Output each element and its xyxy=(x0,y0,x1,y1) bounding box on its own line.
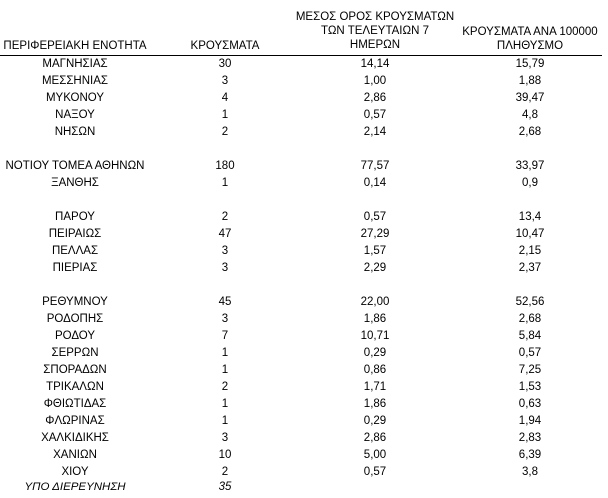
header-per100k xyxy=(445,25,608,53)
cell-per100k: 2,15 xyxy=(518,245,542,257)
cell-region: ΠΙΕΡΙΑΣ xyxy=(52,262,98,274)
cell-per100k: 15,79 xyxy=(515,58,545,70)
cell-cases: 3 xyxy=(221,75,229,87)
cell-region: ΠΕΙΡΑΙΩΣ xyxy=(48,228,102,240)
cell-region: ΡΟΔΟΥ xyxy=(54,330,96,342)
table-row xyxy=(0,294,608,311)
cell-per100k: 0,9 xyxy=(522,177,538,189)
header-per100k-line-1: ΚΡΟΥΣΜΑΤΑ ΑΝΑ 100000 xyxy=(462,26,598,38)
header-avg-line-2: ΤΩΝ ΤΕΛΕΥΤΑΙΩΝ 7 xyxy=(321,25,429,37)
cell-avg: 0,29 xyxy=(363,415,387,427)
cell-per100k: 6,39 xyxy=(518,449,542,461)
cell-per100k: 2,68 xyxy=(518,313,542,325)
cell-region: ΧΙΟΥ xyxy=(61,466,89,478)
cell-avg: 0,57 xyxy=(363,466,387,478)
cell-per100k: 0,63 xyxy=(518,398,542,410)
cell-per100k: 5,84 xyxy=(518,330,542,342)
cell-cases: 2 xyxy=(221,126,229,138)
cell-cases: 1 xyxy=(221,364,229,376)
cell-cases: 3 xyxy=(221,432,229,444)
cell-avg: 0,57 xyxy=(363,211,387,223)
cell-cases: 30 xyxy=(218,58,232,70)
cell-per100k: 3,8 xyxy=(522,466,538,478)
cell-cases: 2 xyxy=(221,211,229,223)
cell-per100k: 33,97 xyxy=(515,160,545,172)
table-row xyxy=(0,226,608,243)
cell-region: ΜΥΚΟΝΟΥ xyxy=(45,92,105,104)
cell-per100k: 2,68 xyxy=(518,126,542,138)
cell-cases: 1 xyxy=(221,398,229,410)
footer-cases: 35 xyxy=(218,481,232,493)
cell-avg: 2,86 xyxy=(363,432,387,444)
cell-avg: 2,86 xyxy=(363,92,387,104)
cell-region: ΧΑΛΚΙΔΙΚΗΣ xyxy=(41,432,109,444)
cell-avg: 1,86 xyxy=(363,313,387,325)
cell-avg: 2,29 xyxy=(363,262,387,274)
cell-per100k: 1,53 xyxy=(518,381,542,393)
cell-cases: 45 xyxy=(218,296,232,308)
cell-region: ΠΑΡΟΥ xyxy=(55,211,95,223)
table-row xyxy=(0,73,608,90)
table-row xyxy=(0,243,608,260)
table-row xyxy=(0,379,608,396)
header-region: ΠΕΡΙΦΕΡΕΙΑΚΗ ΕΝΟΤΗΤΑ xyxy=(3,40,147,52)
cell-per100k: 0,57 xyxy=(518,347,542,359)
cell-avg: 10,71 xyxy=(360,330,390,342)
cell-avg: 0,14 xyxy=(363,177,387,189)
cell-region: ΡΕΘΥΜΝΟΥ xyxy=(42,296,108,308)
cell-avg: 27,29 xyxy=(360,228,390,240)
table-row xyxy=(0,90,608,107)
table-row xyxy=(0,328,608,345)
cell-cases: 1 xyxy=(221,177,229,189)
table-row xyxy=(0,362,608,379)
table-row xyxy=(0,175,608,192)
header-avg-line-3: ΗΜΕΡΩΝ xyxy=(349,39,401,51)
cell-region: ΝΑΞΟΥ xyxy=(55,109,95,121)
table-row xyxy=(0,396,608,413)
cell-avg: 22,00 xyxy=(360,296,390,308)
cell-per100k: 39,47 xyxy=(515,92,545,104)
cell-region: ΤΡΙΚΑΛΩΝ xyxy=(46,381,104,393)
table-row xyxy=(0,56,608,73)
cell-region: ΣΕΡΡΩΝ xyxy=(51,347,99,359)
header-avg xyxy=(290,10,460,52)
cell-region: ΡΟΔΟΠΗΣ xyxy=(46,313,104,325)
cell-per100k: 4,8 xyxy=(522,109,538,121)
table-row xyxy=(0,447,608,464)
cell-cases: 1 xyxy=(221,347,229,359)
cell-cases: 4 xyxy=(221,92,229,104)
cell-avg: 1,71 xyxy=(363,381,387,393)
cell-cases: 3 xyxy=(221,245,229,257)
cell-cases: 180 xyxy=(215,160,235,172)
header-per100k-line-2: ΠΛΗΘΥΣΜΟ xyxy=(496,40,564,52)
footer-row xyxy=(0,479,608,496)
table-row xyxy=(0,107,608,124)
table-row xyxy=(0,311,608,328)
cell-per100k: 2,37 xyxy=(518,262,542,274)
cell-per100k: 52,56 xyxy=(515,296,545,308)
cell-cases: 3 xyxy=(221,262,229,274)
cell-per100k: 13,4 xyxy=(518,211,542,223)
table-row xyxy=(0,260,608,277)
cell-cases: 2 xyxy=(221,381,229,393)
cell-avg: 0,86 xyxy=(363,364,387,376)
cell-region: ΣΠΟΡΑΔΩΝ xyxy=(43,364,107,376)
cell-region: ΜΑΓΝΗΣΙΑΣ xyxy=(42,58,108,70)
cell-per100k: 2,83 xyxy=(518,432,542,444)
header-cases: ΚΡΟΥΣΜΑΤΑ xyxy=(190,40,260,52)
cell-region: ΞΑΝΘΗΣ xyxy=(51,177,99,189)
cell-per100k: 7,25 xyxy=(518,364,542,376)
cell-cases: 7 xyxy=(221,330,229,342)
cell-avg: 1,57 xyxy=(363,245,387,257)
cell-region: ΝΗΣΩΝ xyxy=(54,126,96,138)
cell-avg: 0,57 xyxy=(363,109,387,121)
cell-region: ΠΕΛΛΑΣ xyxy=(51,245,99,257)
cell-region: ΝΟΤΙΟΥ ΤΟΜΕΑ ΑΘΗΝΩΝ xyxy=(5,160,145,172)
cell-per100k: 10,47 xyxy=(515,228,545,240)
table-row xyxy=(0,413,608,430)
cell-cases: 2 xyxy=(221,466,229,478)
cell-avg: 14,14 xyxy=(360,58,390,70)
table-row xyxy=(0,158,608,175)
cell-cases: 47 xyxy=(218,228,232,240)
cell-cases: 10 xyxy=(218,449,232,461)
table-row xyxy=(0,345,608,362)
table-row xyxy=(0,124,608,141)
cell-per100k: 1,88 xyxy=(518,75,542,87)
cell-avg: 5,00 xyxy=(363,449,387,461)
cell-region: ΦΘΙΩΤΙΔΑΣ xyxy=(43,398,107,410)
cell-per100k: 1,94 xyxy=(518,415,542,427)
cell-region: ΜΕΣΣΗΝΙΑΣ xyxy=(41,75,109,87)
cell-avg: 2,14 xyxy=(363,126,387,138)
cell-avg: 1,86 xyxy=(363,398,387,410)
footer-region: ΥΠΟ ΔΙΕΡΕΥΝΗΣΗ xyxy=(24,481,126,493)
cell-cases: 1 xyxy=(221,415,229,427)
cell-avg: 0,29 xyxy=(363,347,387,359)
table-row xyxy=(0,430,608,447)
cell-region: ΦΛΩΡΙΝΑΣ xyxy=(45,415,105,427)
cell-region: ΧΑΝΙΩΝ xyxy=(53,449,97,461)
cell-avg: 1,00 xyxy=(363,75,387,87)
cell-avg: 77,57 xyxy=(360,160,390,172)
table-row xyxy=(0,209,608,226)
cell-cases: 1 xyxy=(221,109,229,121)
header-avg-line-1: ΜΕΣΟΣ ΟΡΟΣ ΚΡΟΥΣΜΑΤΩΝ xyxy=(295,11,455,23)
cell-cases: 3 xyxy=(221,313,229,325)
